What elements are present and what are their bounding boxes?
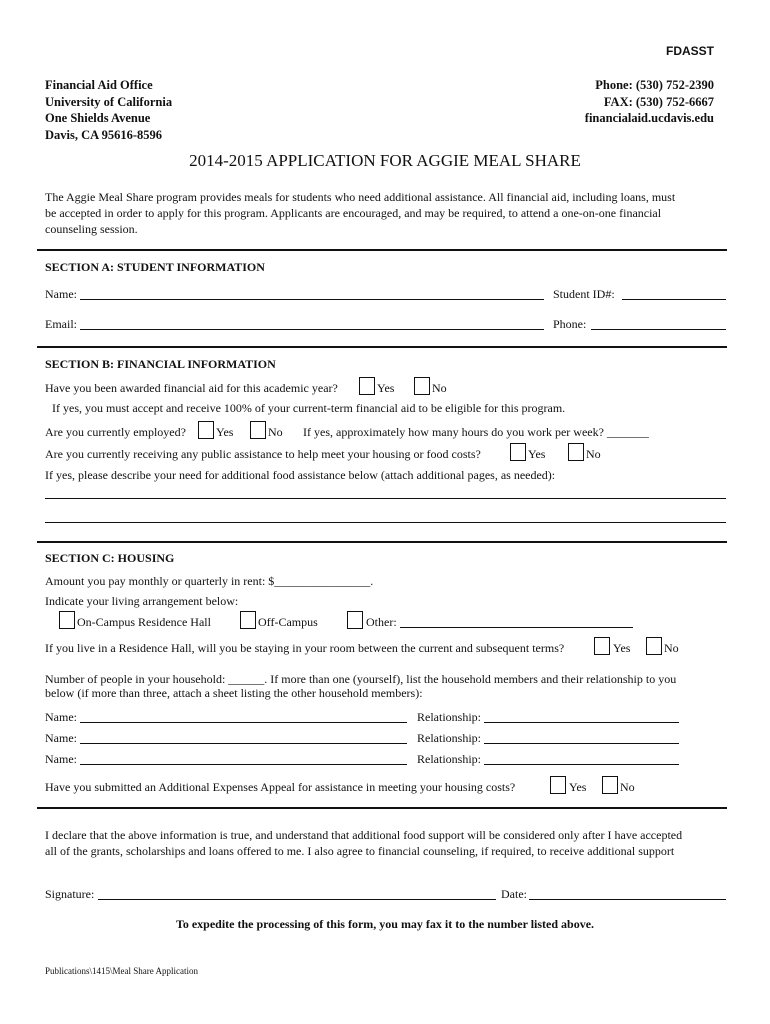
describe-need-prompt: If yes, please describe your need for additional food assistance below (attach additional pages, as needed): [45, 468, 556, 482]
date-field[interactable] [529, 899, 726, 900]
residence-hall-question: If you live in a Residence Hall, will you be staying in your room between the current and subsequent terms? [45, 641, 565, 655]
declaration-line: I declare that the above information is true, and understand that additional food support will be considered only after I have accepted [45, 828, 683, 842]
name-label: Name: [45, 287, 77, 301]
off-campus-label: Off-Campus [258, 615, 318, 629]
fax-instruction: To expedite the processing of this form, you may fax it to the number listed above. [175, 917, 595, 931]
member-name-field[interactable] [80, 764, 407, 765]
intro-paragraph [45, 189, 675, 237]
form-code: FDASST [666, 44, 714, 58]
section-c-heading: SECTION C: HOUSING [45, 551, 175, 565]
office-contact [585, 77, 714, 127]
household-line: Number of people in your household: ______. If more than one (yourself), list the household members and their relationship to you [45, 672, 677, 686]
date-label: Date: [501, 887, 527, 901]
declaration-paragraph [45, 827, 682, 859]
member-name-field[interactable] [80, 722, 407, 723]
rent-amount-field[interactable]: Amount you pay monthly or quarterly in rent: $________________. [45, 574, 374, 588]
name-field[interactable] [80, 299, 544, 300]
relationship-field[interactable] [484, 743, 679, 744]
awarded-yes-checkbox[interactable] [359, 377, 375, 395]
no-label: No [586, 447, 601, 461]
website[interactable]: financialaid.ucdavis.edu [584, 111, 714, 125]
off-campus-checkbox[interactable] [240, 611, 256, 629]
yes-label: Yes [528, 447, 546, 461]
no-label: No [268, 425, 283, 439]
intro-line: be accepted in order to apply for this program. Applicants are encouraged, and may be required, to attend a one-on-one financial [45, 206, 662, 220]
household-paragraph [45, 672, 676, 700]
appeal-question: Have you submitted an Additional Expenses Appeal for assistance in meeting your housing costs? [45, 780, 516, 794]
appeal-no-checkbox[interactable] [602, 776, 618, 794]
employed-no-checkbox[interactable] [250, 421, 266, 439]
on-campus-label: On-Campus Residence Hall [77, 615, 211, 629]
office-address [45, 77, 172, 143]
public-assistance-no-checkbox[interactable] [568, 443, 584, 461]
signature-label: Signature: [45, 887, 95, 901]
accept-aid-note: If yes, you must accept and receive 100% of your current-term financial aid to be eligible for this program. [52, 401, 566, 415]
fax-number: FAX: (530) 752-6667 [603, 94, 714, 109]
need-description-line[interactable] [45, 498, 726, 499]
public-assistance-question: Are you currently receiving any public assistance to help meet your housing or food costs? [45, 447, 481, 461]
phone-label: Phone: [553, 317, 587, 331]
intro-line: The Aggie Meal Share program provides meals for students who need additional assistance. All financial aid, including loans, must [45, 190, 676, 204]
other-checkbox[interactable] [347, 611, 363, 629]
yes-label: Yes [377, 381, 395, 395]
no-label: No [664, 641, 679, 655]
section-divider [37, 346, 727, 348]
footer-path: Publications\1415\Meal Share Application [45, 966, 198, 976]
awarded-no-checkbox[interactable] [414, 377, 430, 395]
other-field[interactable] [400, 627, 633, 628]
university-name: University of California [45, 94, 173, 109]
relationship-label: Relationship: [417, 731, 481, 745]
appeal-yes-checkbox[interactable] [550, 776, 566, 794]
awarded-question: Have you been awarded financial aid for this academic year? [45, 381, 338, 395]
city-state-zip: Davis, CA 95616-8596 [45, 127, 163, 142]
intro-line: counseling session. [45, 222, 138, 236]
email-field[interactable] [80, 329, 544, 330]
student-id-field[interactable] [622, 299, 726, 300]
hours-question: If yes, approximately how many hours do you work per week? _______ [303, 425, 649, 439]
relationship-field[interactable] [484, 764, 679, 765]
relationship-label: Relationship: [417, 710, 481, 724]
residence-no-checkbox[interactable] [646, 637, 662, 655]
student-id-label: Student ID#: [553, 287, 615, 301]
member-name-label: Name: [45, 752, 77, 766]
relationship-field[interactable] [484, 722, 679, 723]
employed-yes-checkbox[interactable] [198, 421, 214, 439]
phone-number: Phone: (530) 752-2390 [595, 78, 714, 92]
yes-label: Yes [613, 641, 631, 655]
phone-field[interactable] [591, 329, 726, 330]
member-name-label: Name: [45, 731, 77, 745]
section-a-heading: SECTION A: STUDENT INFORMATION [45, 260, 265, 274]
household-line: below (if more than three, attach a sheet listing the other household members): [45, 686, 423, 700]
living-arrangement-prompt: Indicate your living arrangement below: [45, 594, 239, 608]
other-label: Other: [366, 615, 397, 629]
email-label: Email: [45, 317, 77, 331]
office-name: Financial Aid Office [45, 78, 153, 92]
section-divider [37, 807, 727, 809]
section-divider [37, 249, 727, 251]
page-title: 2014-2015 APPLICATION FOR AGGIE MEAL SHARE [189, 151, 581, 170]
relationship-label: Relationship: [417, 752, 481, 766]
street-address: One Shields Avenue [45, 111, 151, 125]
no-label: No [620, 780, 635, 794]
yes-label: Yes [569, 780, 587, 794]
declaration-line: all of the grants, scholarships and loans offered to me. I also agree to financial counseling, if required, to receive additional support [45, 844, 675, 858]
yes-label: Yes [216, 425, 234, 439]
need-description-line[interactable] [45, 522, 726, 523]
public-assistance-yes-checkbox[interactable] [510, 443, 526, 461]
residence-yes-checkbox[interactable] [594, 637, 610, 655]
signature-field[interactable] [98, 899, 496, 900]
no-label: No [432, 381, 447, 395]
employed-question: Are you currently employed? [45, 425, 186, 439]
member-name-field[interactable] [80, 743, 407, 744]
member-name-label: Name: [45, 710, 77, 724]
on-campus-checkbox[interactable] [59, 611, 75, 629]
section-divider [37, 541, 727, 543]
section-b-heading: SECTION B: FINANCIAL INFORMATION [45, 357, 276, 371]
